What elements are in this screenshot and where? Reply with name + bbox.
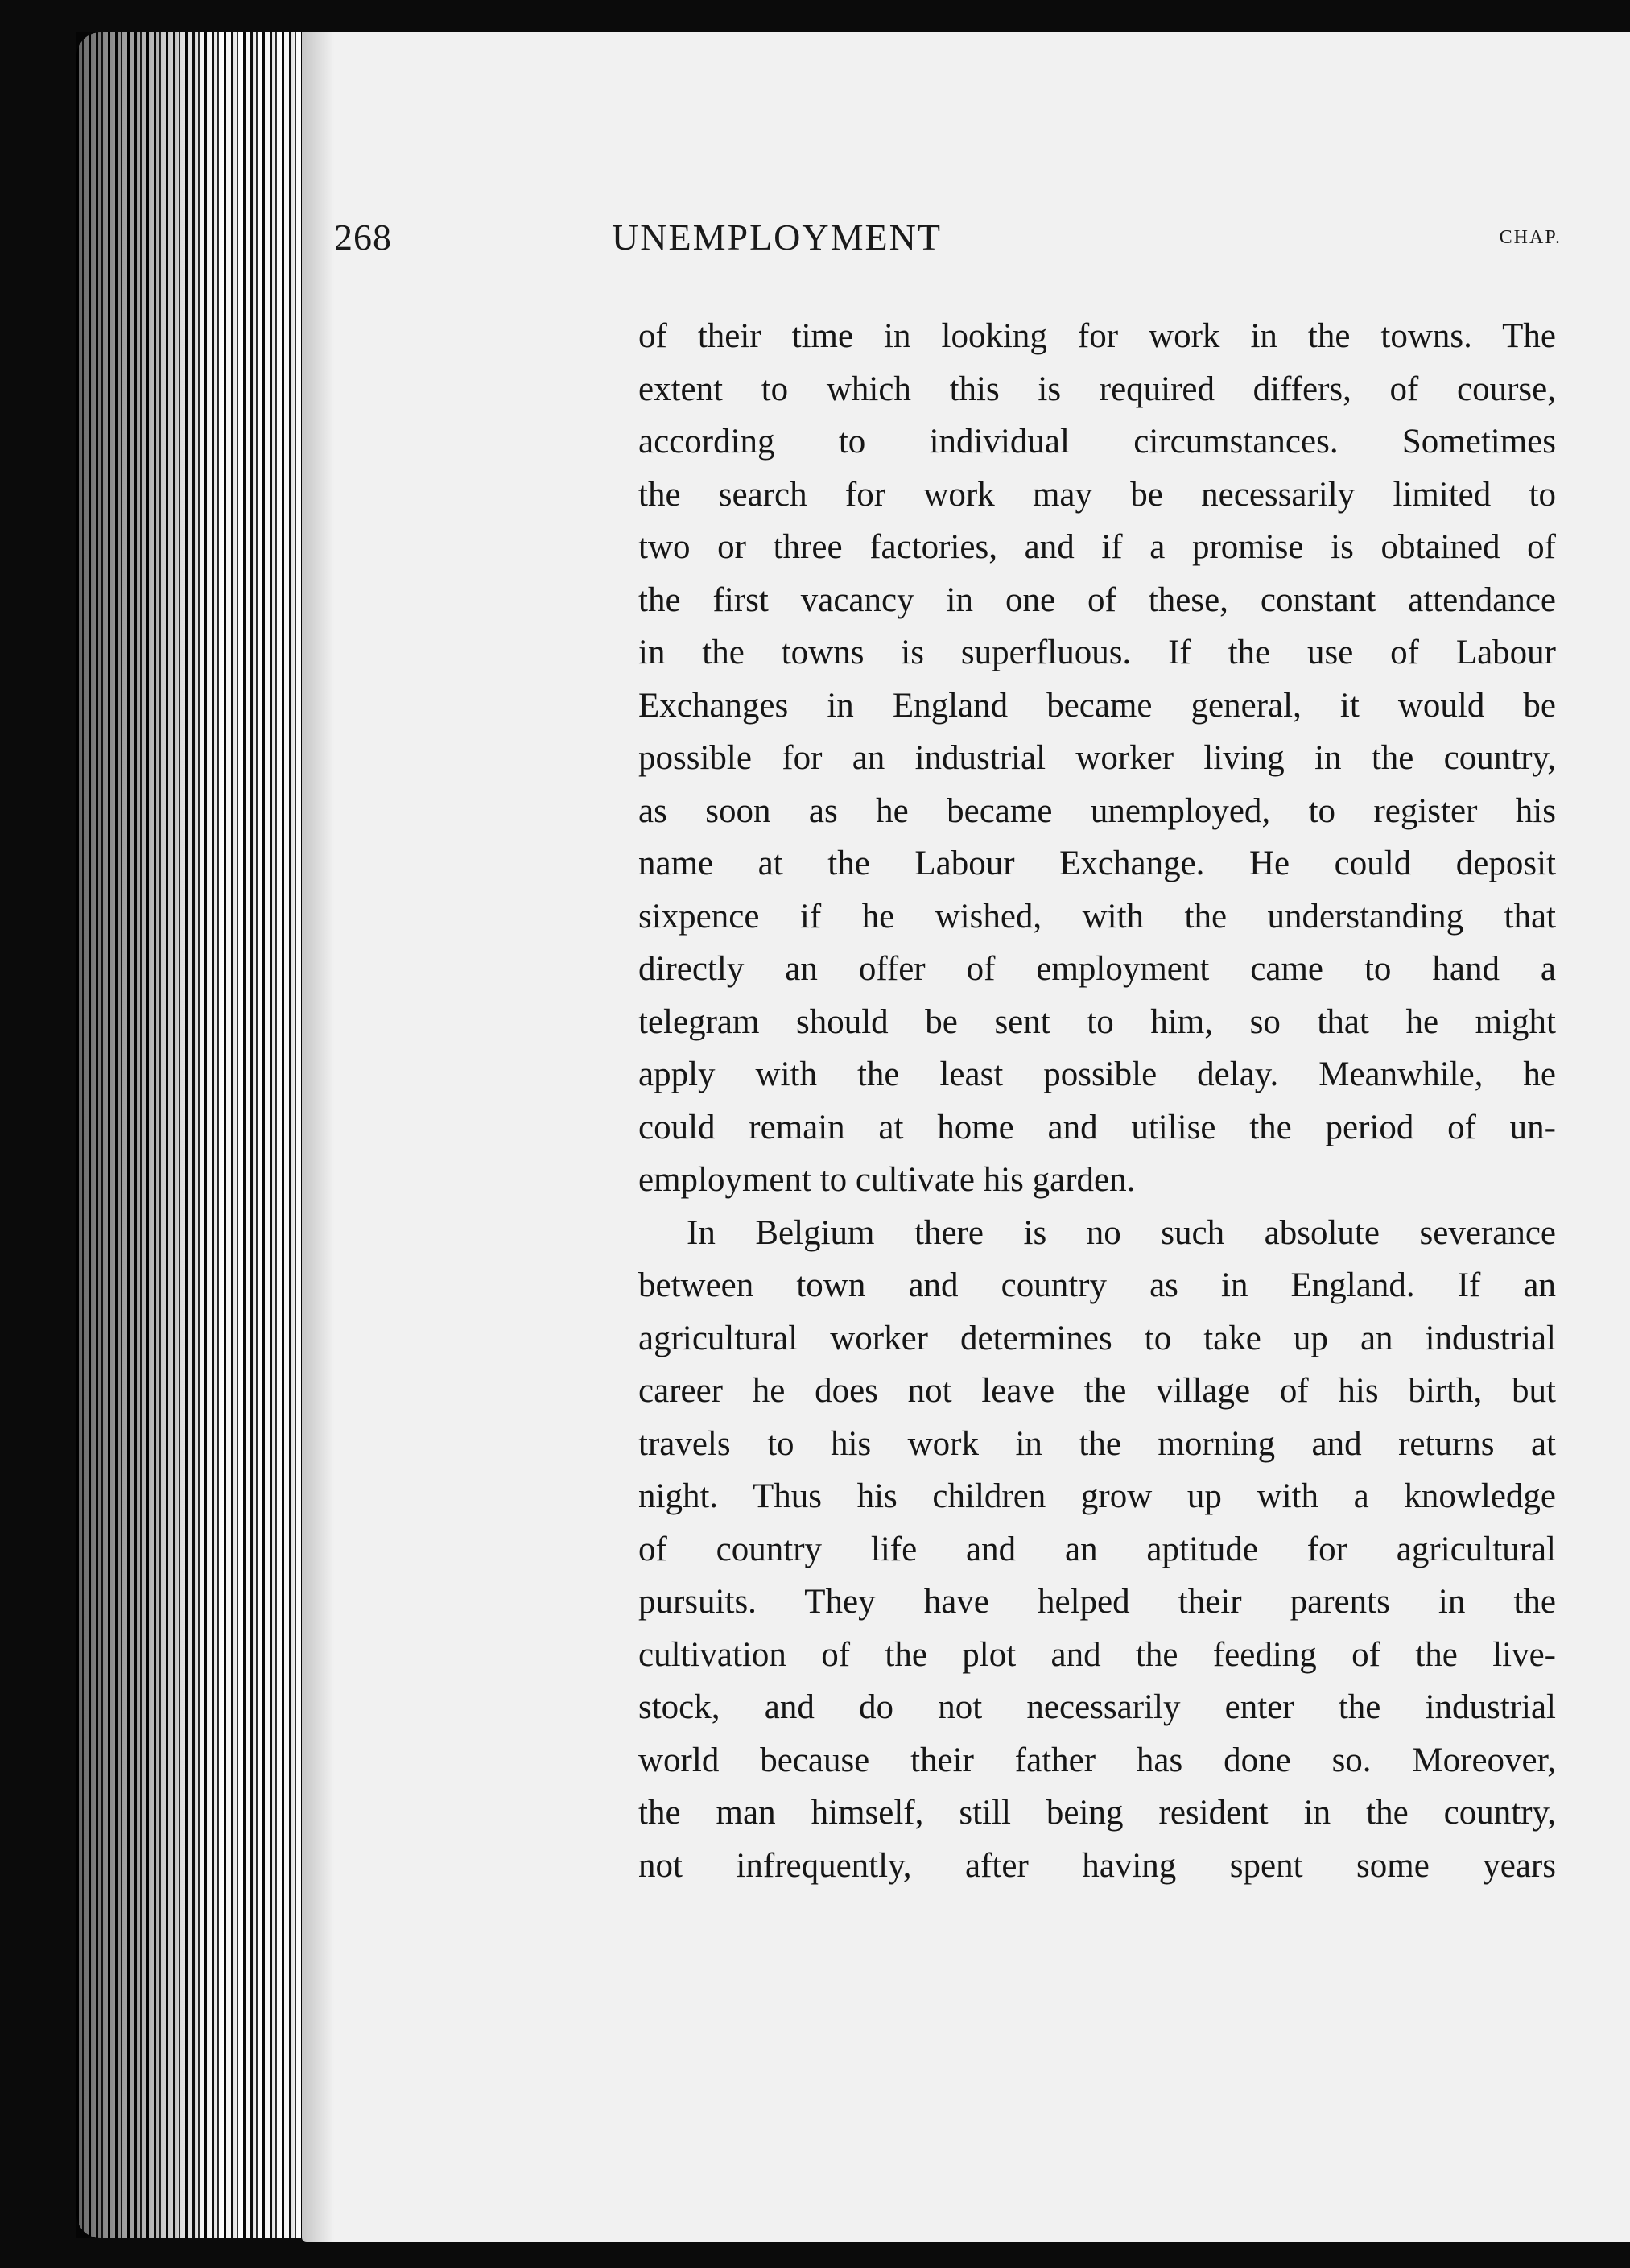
paragraph-end-line: employment to cultivate his garden. [638, 1161, 1136, 1199]
text-line: directly an offer of employment came to hand a [638, 950, 1556, 988]
text-line: career he does not leave the village of his birth, but [638, 1372, 1556, 1410]
text-line: of country life and an aptitude for agricultural [638, 1530, 1556, 1568]
page-number: 268 [334, 217, 392, 258]
text-line: not infrequently, after having spent some years [638, 1846, 1556, 1885]
text-line: possible for an industrial worker living in the country, [638, 739, 1556, 777]
chapter-abbreviation: CHAP. [1499, 227, 1562, 248]
text-line: between town and country as in England. If an [638, 1266, 1556, 1304]
text-line: sixpence if he wished, with the understanding that [638, 897, 1556, 936]
text-line: as soon as he became unemployed, to register his [638, 791, 1556, 830]
text-line: agricultural worker determines to take up an industrial [638, 1319, 1556, 1357]
text-line: name at the Labour Exchange. He could deposit [638, 845, 1556, 882]
text-line: two or three factories, and if a promise is obtained of [638, 528, 1556, 566]
page-block-edge [76, 32, 318, 2238]
text-line: cultivation of the plot and the feeding of the live- [638, 1635, 1556, 1674]
paragraph-start-line: In Belgium there is no such absolute severance [687, 1213, 1556, 1252]
text-line: the first vacancy in one of these, constant attendance [638, 580, 1556, 619]
text-line: extent to which this is required differs, of course, [638, 370, 1556, 408]
text-line: apply with the least possible delay. Meanwhile, he [638, 1056, 1556, 1093]
text-line: of their time in looking for work in the towns. The [638, 317, 1556, 355]
text-line: pursuits. They have helped their parents in the [638, 1583, 1556, 1621]
text-line: Exchanges in England became general, it would be [638, 686, 1556, 725]
text-line: world because their father has done so. Moreover, [638, 1741, 1556, 1779]
text-line: could remain at home and utilise the period of un- [638, 1108, 1556, 1146]
running-head [334, 216, 1562, 272]
text-line: the man himself, still being resident in the country, [638, 1794, 1556, 1832]
text-line: according to individual circumstances. Sometimes [638, 423, 1556, 461]
text-line: telegram should be sent to him, so that he might [638, 1002, 1556, 1041]
text-line: the search for work may be necessarily limited to [638, 475, 1556, 514]
text-line: night. Thus his children grow up with a knowledge [638, 1477, 1556, 1515]
text-line: in the towns is superfluous. If the use of Labour [638, 634, 1556, 671]
text-line: stock, and do not necessarily enter the industrial [638, 1688, 1556, 1726]
text-line: travels to his work in the morning and returns at [638, 1424, 1556, 1463]
running-title: UNEMPLOYMENT [612, 217, 942, 258]
body-text [638, 310, 1556, 1892]
